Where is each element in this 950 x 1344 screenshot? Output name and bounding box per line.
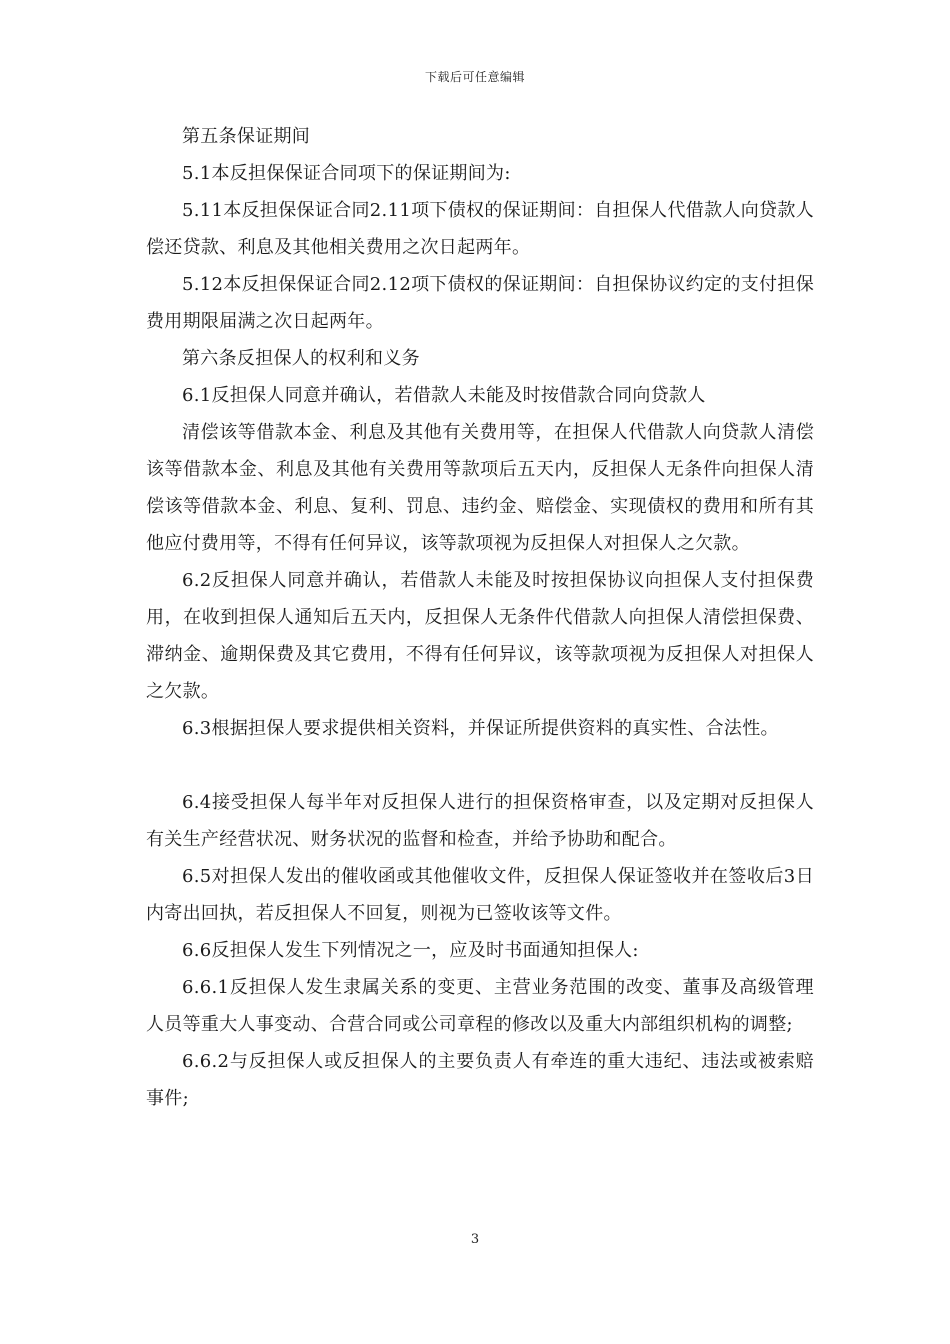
clause-6-6-1: 6.6.1反担保人发生隶属关系的变更、主营业务范围的改变、董事及高级管理人员等重大人事变动、合营合同或公司章程的修改以及重大内部组织机构的调整; <box>146 977 814 1035</box>
clause-6-2: 6.2反担保人同意并确认，若借款人未能及时按担保协议向担保人支付担保费用，在收到担保人通知后五天内，反担保人无条件代借款人向担保人清偿担保费、滞纳金、逾期保费及其它费用，不得有任何异议，该等款项视为反担保人对担保人之欠款。 <box>146 570 814 702</box>
clause-6-4: 6.4接受担保人每半年对反担保人进行的担保资格审查，以及定期对反担保人有关生产经营状况、财务状况的监督和检查，并给予协助和配合。 <box>146 792 814 850</box>
clause-6-1-continued: 清偿该等借款本金、利息及其他有关费用等，在担保人代借款人向贷款人清偿该等借款本金、利息及其他有关费用等款项后五天内，反担保人无条件向担保人清偿该等借款本金、利息、复利、罚息、违约金、赔偿金、实现债权的费用和所有其他应付费用等，不得有任何异议，该等款项视为反担保人对担保人之欠款。 <box>146 422 814 554</box>
header-note: 下载后可任意编辑 <box>424 70 525 84</box>
clause-6-5: 6.5对担保人发出的催收函或其他催收文件，反担保人保证签收并在签收后3日内寄出回执，若反担保人不回复，则视为已签收该等文件。 <box>146 866 814 924</box>
clause-5-1: 5.1本反担保保证合同项下的保证期间为: <box>182 163 511 184</box>
clause-6-6-2: 6.6.2与反担保人或反担保人的主要负责人有牵连的重大违纪、违法或被索赔事件; <box>146 1051 814 1109</box>
document-body <box>146 118 814 1117</box>
clause-5-11: 5.11本反担保保证合同2.11项下债权的保证期间：自担保人代借款人向贷款人偿还贷款、利息及其他相关费用之次日起两年。 <box>146 200 814 258</box>
clause-5-12: 5.12本反担保保证合同2.12项下债权的保证期间：自担保协议约定的支付担保费用期限届满之次日起两年。 <box>146 274 814 332</box>
clause-6-3: 6.3根据担保人要求提供相关资料，并保证所提供资料的真实性、合法性。 <box>182 718 779 739</box>
clause-6-6: 6.6反担保人发生下列情况之一，应及时书面通知担保人: <box>182 940 639 961</box>
article-6-heading: 第六条反担保人的权利和义务 <box>182 348 420 369</box>
page-number: 3 <box>470 1232 480 1247</box>
article-5-heading: 第五条保证期间 <box>182 126 311 147</box>
clause-6-1: 6.1反担保人同意并确认，若借款人未能及时按借款合同向贷款人 <box>182 385 706 406</box>
